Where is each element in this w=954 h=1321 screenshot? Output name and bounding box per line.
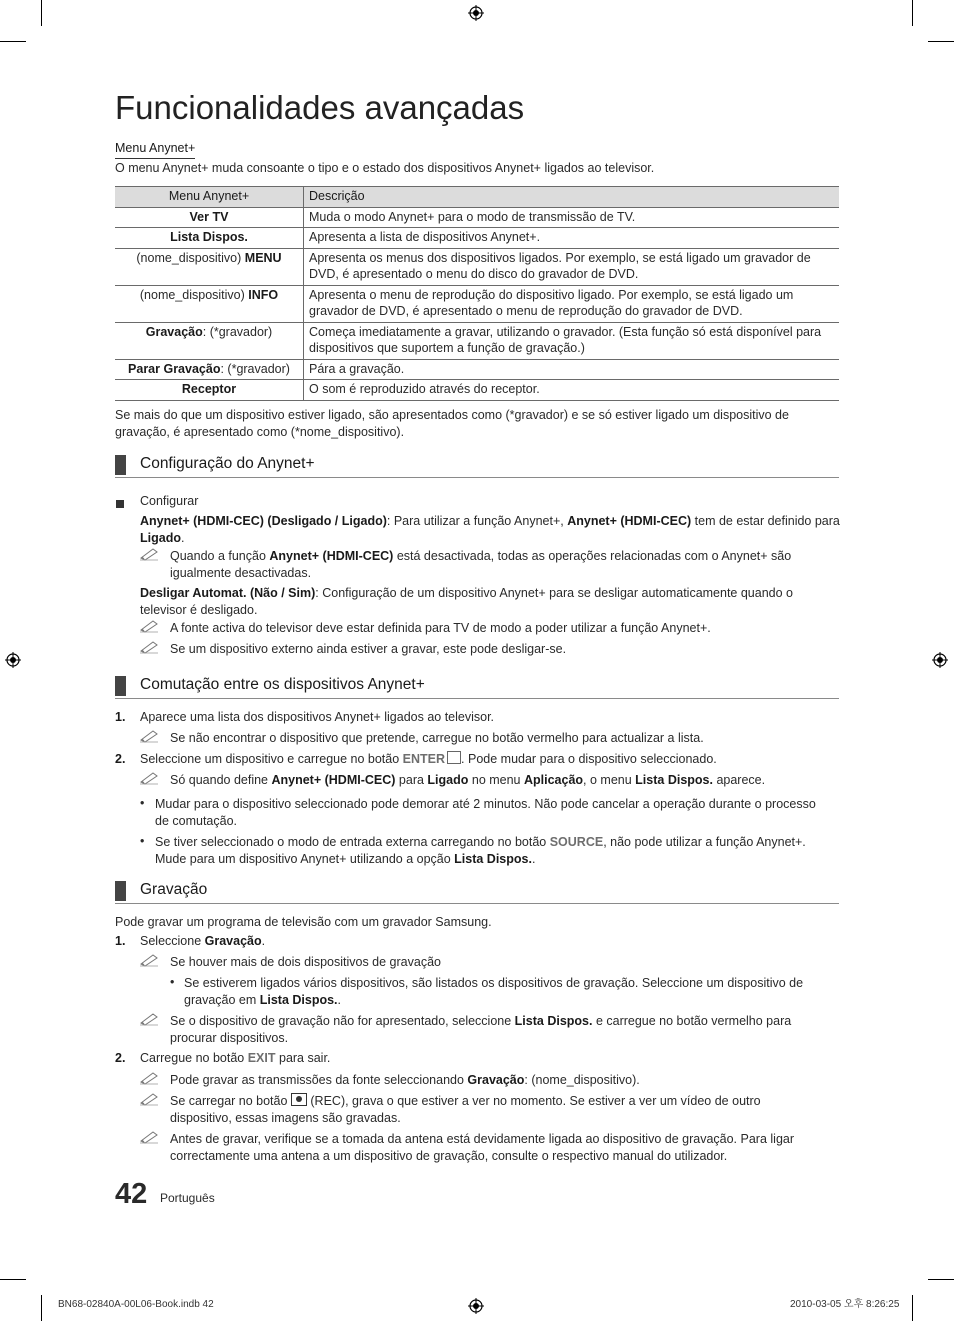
rec-note-4 — [170, 1093, 810, 1126]
note-pencil-icon — [140, 1012, 160, 1026]
text: Pode gravar as transmissões da fonte seleccionando — [170, 1073, 468, 1087]
section-bar-icon — [115, 455, 126, 475]
text: Se estiverem ligados vários dispositivos, são listados os dispositivos de gravação. Seleccione um dispositivo de gravação em — [184, 976, 804, 1007]
section-title: Comutação entre os dispositivos Anynet+ — [140, 676, 425, 693]
enter-key-label: ENTER — [402, 752, 446, 766]
bold-term: Gravação — [467, 1073, 525, 1087]
note-pencil-icon — [140, 1092, 160, 1106]
text: . — [337, 992, 342, 1007]
bold-term: Anynet+ (HDMI-CEC) — [567, 514, 692, 528]
step-number: 1. — [115, 934, 126, 948]
text: (REC), grava o que estiver a ver no momento. Se estiver a ver um vídeo de outro dispositivo, essas imagens são gravadas. — [170, 1094, 761, 1125]
crop-mark — [41, 1295, 42, 1321]
text: está desactivada, todas as operações relacionadas com o Anynet+ são igualmente desactivadas. — [170, 549, 792, 580]
crop-mark — [928, 1279, 954, 1280]
switch-bullet-1: Mudar para o dispositivo seleccionado pode demorar até 2 minutos. Não pode cancelar a operação durante o processo de comutação. — [155, 797, 816, 828]
switch-step-2 — [140, 751, 840, 768]
note-pencil-icon — [140, 619, 160, 633]
table-row — [115, 228, 839, 249]
row-desc: O som é reproduzido através do receptor. — [304, 380, 840, 401]
table-row — [115, 322, 839, 359]
note-pencil-icon — [140, 1071, 160, 1085]
note-pencil-icon — [140, 547, 160, 561]
config-item-label: Configurar — [140, 494, 199, 508]
row-name-prefix: (nome_dispositivo) — [136, 250, 245, 265]
row-desc: Apresenta o menu de reprodução do dispositivo ligado. Por exemplo, se está ligado um gravador de DVD, é apresentado o menu de reprodução do gravador de DVD. — [304, 285, 840, 322]
anynet-menu-table — [115, 186, 839, 401]
row-desc: Muda o modo Anynet+ para o modo de transmissão de TV. — [304, 207, 840, 228]
text: Quando a função — [170, 549, 270, 563]
registration-mark-icon — [468, 5, 484, 21]
bullet-dot-icon: • — [170, 975, 175, 989]
text: : (nome_dispositivo). — [524, 1073, 640, 1087]
page-number: 42 — [115, 1178, 148, 1210]
table-row — [115, 359, 839, 380]
row-name: Lista Dispos. — [170, 230, 248, 244]
row-name: Ver TV — [189, 209, 229, 224]
config-note-1 — [170, 548, 840, 581]
bold-term: Aplicação — [523, 773, 584, 787]
menu-anynet-label: Menu Anynet+ — [115, 140, 195, 159]
bold-term: Ligado — [140, 530, 181, 545]
rec-step-1 — [140, 933, 265, 950]
section-bar-icon — [115, 676, 126, 696]
text: : Para utilizar a função Anynet+, — [386, 514, 568, 528]
row-name-suffix: : (*gravador) — [202, 324, 273, 339]
note-pencil-icon — [140, 953, 160, 967]
table-row — [115, 248, 839, 285]
row-name-bold: Gravação — [145, 324, 203, 339]
print-date: 2010-03-05 오후 8:26:25 — [790, 1299, 900, 1310]
row-desc: Começa imediatamente a gravar, utilizando o gravador. (Esta função só está disponível para dispositivos que suportem a função de gravação.) — [304, 322, 840, 359]
table-row — [115, 207, 839, 228]
crop-mark — [41, 0, 42, 26]
switch-step-1: Aparece uma lista dos dispositivos Anynet+ ligados ao televisor. — [140, 710, 495, 724]
registration-mark-icon — [932, 652, 948, 668]
text: . — [531, 851, 536, 866]
section-title: Configuração do Anynet+ — [140, 455, 315, 472]
table-header-menu: Menu Anynet+ — [115, 187, 304, 208]
section-title: Gravação — [140, 881, 208, 898]
crop-mark — [912, 0, 913, 26]
table-header-description: Descrição — [304, 187, 840, 208]
bold-term: Anynet+ (HDMI-CEC) — [269, 549, 394, 563]
text: Seleccione um dispositivo e carregue no botão — [140, 752, 403, 766]
text: , não pode utilizar a função Anynet+. Mude para um dispositivo Anynet+ utilizando a opção — [155, 835, 806, 866]
switch-note-1: Se não encontrar o dispositivo que pretende, carregue no botão vermelho para actualizar a lista. — [170, 731, 704, 745]
text: para — [395, 773, 428, 787]
text: : Configuração de um dispositivo Anynet+ para se desligar automaticamente quando o televisor é desligado. — [140, 586, 793, 617]
config-note-2: A fonte activa do televisor deve estar definida para TV de modo a poder utilizar a função Anynet+. — [170, 621, 711, 635]
bold-term: Lista Dispos. — [514, 1014, 593, 1028]
enter-icon — [447, 751, 461, 764]
switch-bullet-2 — [155, 834, 835, 867]
rec-note-2 — [170, 1013, 840, 1046]
rec-bullet-1 — [184, 975, 840, 1008]
rec-step-2 — [140, 1050, 330, 1067]
section-config — [115, 453, 839, 478]
note-pencil-icon — [140, 640, 160, 654]
text: Se o dispositivo de gravação não for apresentado, seleccione — [170, 1014, 515, 1028]
config-paragraph-1 — [140, 513, 840, 546]
note-pencil-icon — [140, 771, 160, 785]
page-title: Funcionalidades avançadas — [115, 89, 525, 126]
note-pencil-icon — [140, 1130, 160, 1144]
registration-mark-icon — [5, 652, 21, 668]
text: . — [261, 934, 266, 948]
bold-term: Ligado — [427, 773, 469, 787]
text: Se carregar no botão — [170, 1094, 291, 1108]
bold-term: Anynet+ (HDMI-CEC) — [271, 773, 396, 787]
text: . Pode mudar para o dispositivo seleccionado. — [461, 752, 717, 766]
intro-text: O menu Anynet+ muda consoante o tipo e o estado dos dispositivos Anynet+ ligados ao televisor. — [115, 161, 655, 175]
table-header-row — [115, 187, 839, 208]
crop-mark — [0, 1279, 26, 1280]
step-number: 1. — [115, 710, 126, 724]
row-name-bold: MENU — [244, 250, 282, 265]
text: no menu — [468, 773, 524, 787]
section-bar-icon — [115, 881, 126, 901]
bullet-dot-icon: • — [140, 796, 145, 810]
switch-note-2 — [170, 772, 840, 789]
bold-term: Desligar Automat. (Não / Sim) — [140, 586, 316, 600]
file-info: BN68-02840A-00L06-Book.indb 42 — [58, 1299, 214, 1310]
row-name-bold: Parar Gravação — [128, 361, 221, 376]
row-name-suffix: : (*gravador) — [220, 361, 290, 376]
source-key-label: SOURCE — [549, 835, 604, 849]
crop-mark — [928, 41, 954, 42]
registration-mark-icon — [468, 1298, 484, 1314]
table-row — [115, 380, 839, 401]
text: e carregue no botão vermelho para procurar dispositivos. — [170, 1014, 792, 1045]
row-name: Receptor — [181, 382, 237, 396]
rec-note-5: Antes de gravar, verifique se a tomada da antena está devidamente ligada ao dispositivo de gravação. Para ligar correctamente uma antena a um dispositivo de gravação, consulte o respectivo manual do utilizador. — [170, 1132, 795, 1163]
config-note-3: Se um dispositivo externo ainda estiver a gravar, este pode desligar-se. — [170, 642, 567, 656]
text: . — [180, 530, 185, 545]
text: aparece. — [712, 773, 766, 787]
crop-mark — [0, 41, 26, 42]
text: Só quando define — [170, 773, 272, 787]
step-number: 2. — [115, 1051, 126, 1065]
row-desc: Apresenta os menus dos dispositivos ligados. Por exemplo, se está ligado um gravador de DVD, é apresentado o menu do disco do gravador de DVD. — [304, 248, 840, 285]
exit-key-label: EXIT — [247, 1051, 276, 1065]
table-row — [115, 285, 839, 322]
bold-term: Anynet+ (HDMI-CEC) (Desligado / Ligado) — [140, 514, 387, 528]
text: Carregue no botão — [140, 1051, 248, 1065]
text: , o menu — [583, 773, 636, 787]
text: Seleccione — [140, 934, 205, 948]
section-recording — [115, 879, 839, 904]
bold-term: Lista Dispos. — [259, 992, 338, 1007]
square-bullet-icon — [116, 496, 124, 513]
section-switch — [115, 674, 839, 699]
bullet-dot-icon: • — [140, 834, 145, 848]
step-number: 2. — [115, 752, 126, 766]
text: para sair. — [275, 1051, 331, 1065]
row-name-prefix: (nome_dispositivo) — [139, 287, 249, 302]
bold-term: Gravação — [204, 934, 262, 948]
rec-note-3 — [170, 1072, 840, 1089]
text: Se tiver seleccionado o modo de entrada externa carregando no botão — [155, 835, 550, 849]
row-desc: Pára a gravação. — [304, 359, 840, 380]
rec-note-1: Se houver mais de dois dispositivos de gravação — [170, 955, 441, 969]
row-name-bold: INFO — [248, 287, 279, 302]
config-paragraph-2 — [140, 585, 830, 618]
note-pencil-icon — [140, 729, 160, 743]
rec-button-icon — [291, 1093, 307, 1106]
after-table-text: Se mais do que um dispositivo estiver ligado, são apresentados como (*gravador) e se só estiver ligado um dispositivo de gravação, é apresentado como (*nome_dispositivo). — [115, 408, 789, 439]
language-label: Português — [160, 1191, 215, 1205]
bold-term: Lista Dispos. — [635, 773, 713, 787]
text: tem de estar definido para — [691, 514, 840, 528]
rec-intro: Pode gravar um programa de televisão com um gravador Samsung. — [115, 915, 492, 929]
bold-term: Lista Dispos. — [454, 851, 532, 866]
row-desc: Apresenta a lista de dispositivos Anynet+. — [304, 228, 840, 249]
crop-mark — [912, 1295, 913, 1321]
